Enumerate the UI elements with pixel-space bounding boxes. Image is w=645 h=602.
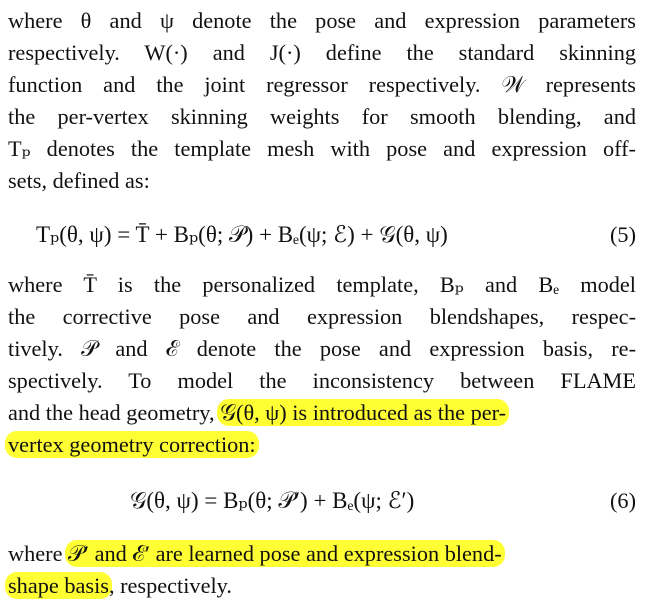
text-segment: and the head geometry, <box>8 400 215 425</box>
text-line <box>8 539 636 569</box>
highlight-marker: 𝒫′ and ℰ′ are learned pose and expression blend- <box>65 540 505 567</box>
equation-number: (6) <box>610 488 636 513</box>
text-line: respectively. W(·) and J(·) define the standard skinning <box>8 40 636 65</box>
equation-body: Tₚ(θ, ψ) = T̄ + Bₚ(θ; 𝒫) + Bₑ(ψ; ℰ) + 𝒢(θ, ψ) <box>36 222 448 247</box>
text-line: the per-vertex skinning weights for smooth blending, and <box>8 104 636 129</box>
text-line: sets, defined as: <box>8 168 150 193</box>
text-line <box>8 398 636 428</box>
text-line: the corrective pose and expression blendshapes, respec- <box>8 304 636 329</box>
highlight-marker: shape basis <box>5 572 112 599</box>
highlight-marker: 𝒢(θ, ψ) is introduced as the per- <box>217 399 509 426</box>
text-line: Tₚ denotes the template mesh with pose and expression off- <box>8 136 636 161</box>
text-line: where T̄ is the personalized template, Bₚ and Bₑ model <box>8 272 636 297</box>
text-segment: where <box>8 541 63 566</box>
text-segment: , respectively. <box>108 573 232 598</box>
equation-number: (5) <box>610 222 636 247</box>
text-line: where θ and ψ denote the pose and expression parameters <box>8 8 636 33</box>
text-line <box>8 430 636 460</box>
text-line: tively. 𝒫 and ℰ denote the pose and expression basis, re- <box>8 336 636 361</box>
text-line: spectively. To model the inconsistency between FLAME <box>8 368 636 393</box>
text-line <box>8 571 636 601</box>
equation-body: 𝒢(θ, ψ) = Bₚ(θ; 𝒫′) + Bₑ(ψ; ℰ′) <box>130 488 415 513</box>
highlight-marker: vertex geometry correction: <box>5 431 259 458</box>
text-line: function and the joint regressor respectively. 𝒲 represents <box>8 72 636 97</box>
